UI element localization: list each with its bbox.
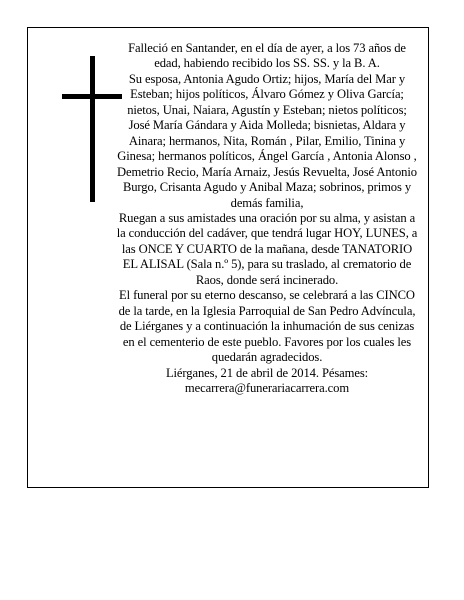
death-announcement: Falleció en Santander, en el día de ayer, a los 73 años de edad, habiendo recibido los SS. SS. y la B. A. bbox=[128, 41, 406, 71]
cross-horizontal-bar bbox=[62, 94, 122, 99]
obituary-notice bbox=[27, 27, 429, 488]
place-date-condolences: Liérganes, 21 de abril de 2014. Pésames: mecarrera@funerariacarrera.com bbox=[165, 365, 369, 395]
cross-icon bbox=[62, 56, 122, 202]
funeral-procession-details: Ruegan a sus amistades una oración por su alma, y asistan a la conducción del cadáver, que tendrá lugar HOY, LUNES, a las ONCE Y CUARTO de la mañana, desde TANATORIO EL ALISAL (Sala n.º 5), para su traslado, al crematorio de Raos, donde será incinerado. bbox=[116, 210, 418, 287]
funeral-mass-details: El funeral por su eterno descanso, se celebrará a las CINCO de la tarde, en la Iglesia Parroquial de San Pedro Advíncula, de Liérganes y a continuación la inhumación de sus cenizas en el cementerio de este pueblo. Favores por los cuales les quedarán agradecidos. bbox=[118, 288, 416, 365]
notice-text bbox=[116, 41, 418, 396]
family-list: Su esposa, Antonia Agudo Ortiz; hijos, María del Mar y Esteban; hijos políticos, Álvaro Gómez y Oliva García; nietos, Unai, Naiara, Agustín y Esteban; nietos políticos; José María Gándara y Aida Molleda; bisnietas, Aldara y Ainara; hermanos, Nita, Román , Pilar, Emilio, Tinina y Ginesa; hermanos políticos, Ángel García , Antonia Alonso , Demetrio Recio, María Arnaiz, Jesús Revuelta, José Antonio Burgo, Crisanta Agudo y Anibal Maza; sobrinos, primos y demás familia, bbox=[117, 71, 417, 210]
cross-vertical-bar bbox=[90, 56, 95, 202]
